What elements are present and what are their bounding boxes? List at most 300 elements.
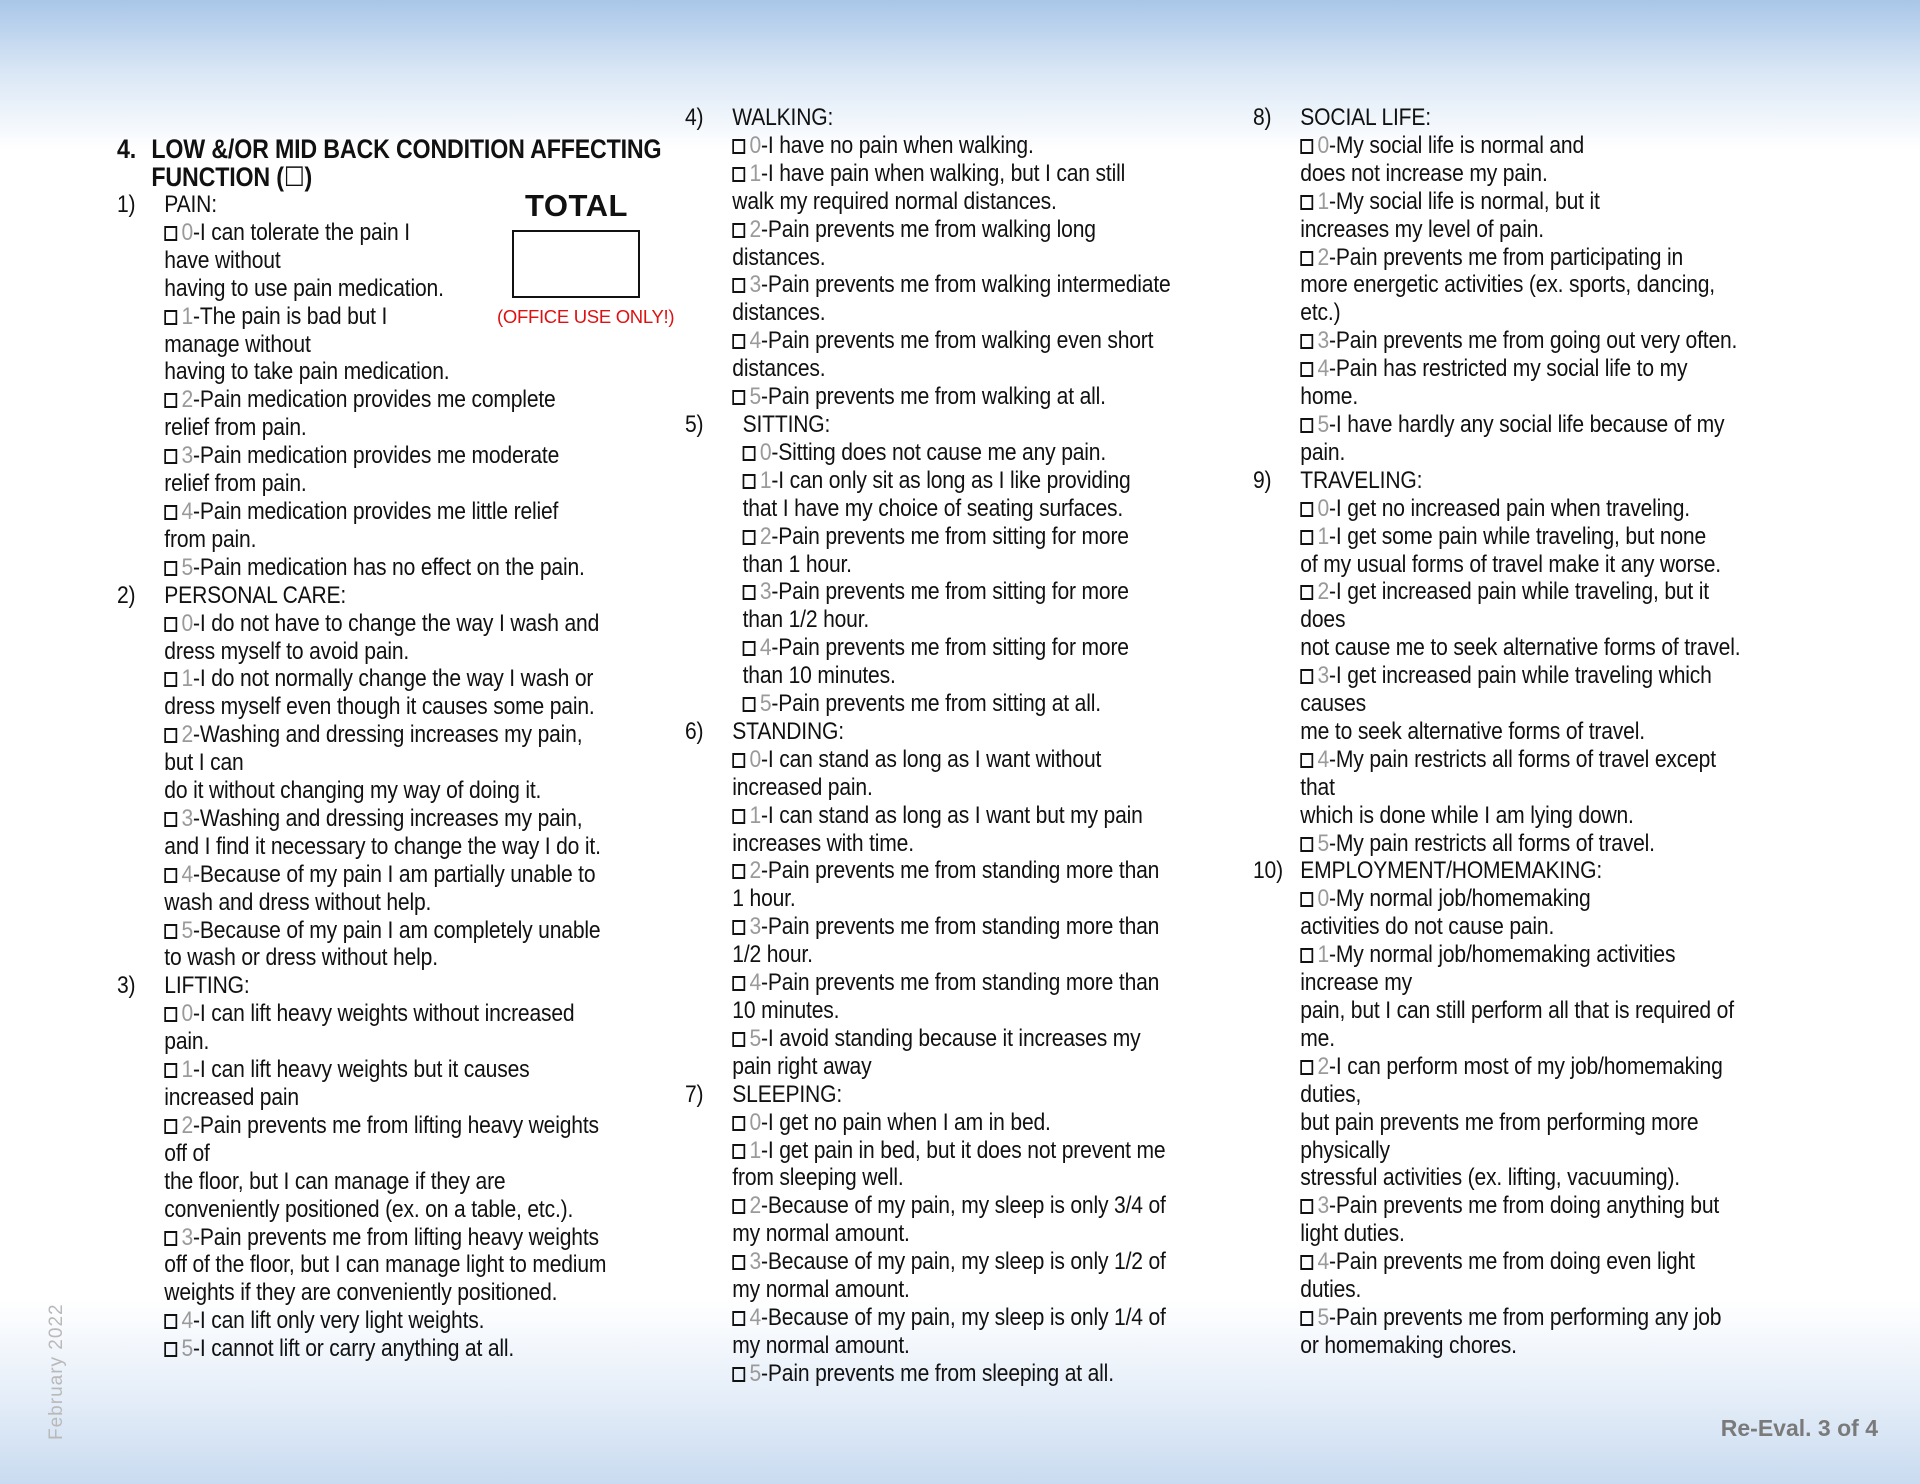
option-checkbox[interactable] [732,809,745,824]
option-checkbox[interactable] [1300,195,1313,210]
option-score: 2 [749,215,762,243]
section-title: PERSONAL CARE: [164,581,347,609]
section-number: 8) [1253,104,1272,131]
option-item [1253,662,1812,690]
section-number: 10) [1253,857,1283,885]
option-item [685,160,1244,188]
option-score: 5 [759,690,772,718]
option-checkbox[interactable] [1300,669,1313,684]
option-score: 1 [749,159,762,187]
option-checkbox[interactable] [732,920,745,935]
option-text: -Pain prevents me from sitting at all. [771,690,1101,718]
option-item [117,498,676,526]
section-number: 6) [685,717,704,745]
option-text-continued: 1 hour. [732,885,796,913]
option-score: 3 [1317,662,1330,690]
option-text-continued: from pain. [164,525,257,553]
option-checkbox[interactable] [164,1007,177,1022]
option-text: -I have pain when walking, but I can still [761,159,1126,187]
option-checkbox[interactable] [1300,837,1313,852]
option-text-continued: light duties. [1300,1220,1405,1248]
option-item [685,1360,1244,1388]
option-checkbox[interactable] [732,1116,745,1131]
option-text: -Pain prevents me from standing more than [761,913,1160,941]
option-score: 4 [759,634,772,662]
option-text-continued: stressful activities (ex. lifting, vacuuming). [1300,1164,1680,1192]
option-text-continued: increases with time. [732,829,914,857]
option-item [685,1192,1244,1220]
option-text-continued: home. [1300,383,1359,411]
option-text-continued: that I have my choice of seating surfaces. [742,494,1124,522]
option-item [117,386,676,414]
option-text: -Pain prevents me from performing any job [1329,1303,1722,1331]
option-item [685,1109,1244,1137]
option-checkbox[interactable] [164,1314,177,1329]
option-checkbox[interactable] [1300,502,1313,517]
option-checkbox[interactable] [743,474,756,489]
section-number: 1) [117,191,136,218]
option-checkbox[interactable] [164,924,177,939]
option-item [117,665,676,693]
option-text: -Sitting does not cause me any pain. [771,438,1107,466]
option-item [685,271,1244,299]
option-item [685,523,1244,551]
option-text-continued: increased pain [164,1084,299,1111]
option-score: 1 [181,1056,194,1084]
option-checkbox[interactable] [164,393,177,408]
option-item [117,721,676,749]
option-text: -Because of my pain, my sleep is only 1/2 of [761,1248,1166,1276]
option-text-continued: increase my [1300,969,1412,997]
sections-col-1 [685,104,1244,1388]
option-score: 1 [1317,941,1330,969]
option-text: -The pain is bad but I [193,302,388,330]
option-checkbox[interactable] [1300,418,1313,433]
option-checkbox[interactable] [732,223,745,238]
section-sitting [685,411,1244,718]
option-text: -Pain prevents me from lifting heavy weights [193,1111,599,1139]
option-text: -I can lift only very light weights. [193,1307,485,1335]
option-checkbox[interactable] [1300,139,1313,154]
option-score: 3 [181,1223,194,1251]
section-heading [1253,104,1812,132]
option-item [685,690,1244,718]
total-label: TOTAL [525,188,628,223]
option-score: 2 [759,522,772,550]
option-score: 4 [749,327,762,355]
option-item [685,634,1244,662]
option-item [117,805,676,833]
option-item [685,383,1244,411]
option-text-continued: duties. [1300,1276,1362,1304]
section-personal-care [117,582,676,973]
option-checkbox[interactable] [732,334,745,349]
option-text: -Pain medication provides me little relief [193,497,559,525]
option-score: 2 [181,1111,194,1139]
option-text-continued: does [1300,606,1346,634]
option-text-continued: manage without [164,330,311,358]
option-item [117,861,676,889]
option-text: -Pain prevents me from sleeping at all. [761,1359,1114,1387]
option-text: -I get some pain while traveling, but none [1329,522,1707,550]
option-text: -I can tolerate the pain I [193,218,410,246]
option-item [1253,885,1812,913]
option-item [1253,411,1812,439]
option-checkbox[interactable] [1300,753,1313,768]
option-checkbox[interactable] [1300,1199,1313,1214]
option-item [1253,1248,1812,1276]
section-heading [1253,467,1812,495]
option-checkbox[interactable] [743,697,756,712]
option-checkbox[interactable] [1300,334,1313,349]
section-title: TRAVELING: [1300,466,1423,494]
option-text: -Pain prevents me from walking intermediate [761,271,1171,299]
section-heading [685,718,1244,746]
option-text: -I get pain in bed, but it does not prevent me [761,1136,1166,1164]
option-checkbox[interactable] [732,1144,745,1159]
option-checkbox[interactable] [1300,1255,1313,1270]
option-text: -I get no pain when I am in bed. [761,1108,1051,1136]
section-number: 5) [685,410,704,438]
option-item [1253,941,1812,969]
section-heading [117,582,676,610]
option-text: -Pain medication provides me moderate [193,442,560,470]
option-text: -I have no pain when walking. [761,131,1034,159]
option-text-continued: than 10 minutes. [742,662,896,690]
option-score: 0 [181,609,194,637]
option-text-continued: physically [1300,1136,1390,1164]
option-checkbox[interactable] [164,505,177,520]
option-text-continued: dress myself to avoid pain. [164,637,410,665]
option-item [685,857,1244,885]
option-text-continued: pain, but I can still perform all that is required of [1300,997,1734,1024]
option-score: 5 [749,383,762,411]
section-traveling [1253,467,1812,858]
section-walking [685,104,1244,411]
option-text: -Washing and dressing increases my pain, [193,804,583,832]
option-text: -Pain prevents me from doing anything but [1329,1192,1720,1220]
option-score: 0 [749,131,762,159]
option-checkbox[interactable] [1300,362,1313,377]
option-text: -Pain prevents me from standing more than [761,969,1160,997]
option-text: -I get no increased pain when traveling. [1329,494,1690,522]
option-text: -I avoid standing because it increases my [761,1024,1141,1052]
option-score: 3 [759,578,772,606]
option-item [1253,1053,1812,1081]
section-standing [685,718,1244,1081]
option-checkbox[interactable] [732,139,745,154]
option-item [685,1248,1244,1276]
option-text-continued: distances. [732,299,826,327]
option-text-continued: dress myself even though it causes some pain. [164,693,595,721]
option-text-continued: pain right away [732,1052,872,1080]
section-heading [117,972,676,1000]
option-text: -Pain medication provides me complete [193,386,556,414]
option-checkbox[interactable] [732,1199,745,1214]
option-text: -I cannot lift or carry anything at all. [193,1335,515,1363]
option-item [117,1224,676,1252]
option-checkbox[interactable] [743,585,756,600]
option-text-continued: increases my level of pain. [1300,215,1544,243]
option-text-continued: conveniently positioned (ex. on a table, etc.). [164,1195,574,1223]
option-text-continued: the floor, but I can manage if they are [164,1167,506,1195]
option-text: -Pain prevents me from participating in [1329,243,1684,271]
option-item [117,442,676,470]
option-item [117,1000,676,1028]
option-checkbox[interactable] [1300,251,1313,266]
option-text-continued: distances. [732,243,826,271]
option-item [117,1112,676,1140]
option-item [1253,1304,1812,1332]
option-checkbox[interactable] [164,1231,177,1246]
option-text: -I can lift heavy weights without increased [193,1000,575,1028]
option-item [117,1307,676,1335]
option-checkbox[interactable] [732,167,745,182]
option-text: -Pain prevents me from lifting heavy weights [193,1223,599,1251]
option-text-continued: relief from pain. [164,414,307,442]
option-item [1253,244,1812,272]
option-score: 2 [749,857,762,885]
option-text-continued: distances. [732,355,826,383]
total-score-box[interactable] [512,230,640,298]
option-checkbox[interactable] [732,976,745,991]
section-employment-homemaking [1253,857,1812,1359]
option-score: 0 [759,438,772,466]
option-text-continued: my normal amount. [732,1276,910,1304]
column-3 [1253,104,1812,1360]
option-score: 0 [181,1000,194,1028]
option-text: -My pain restricts all forms of travel except [1329,745,1716,773]
section-social-life [1253,104,1812,467]
option-text: -Pain prevents me from standing more than [761,857,1160,885]
option-score: 0 [749,745,762,773]
section-title: PAIN: [164,191,217,218]
section-heading [685,104,1244,132]
condition-title-text: LOW &/OR MID BACK CONDITION AFFECTING FUNCTION (☐) [151,134,662,192]
option-text-continued: activities do not cause pain. [1300,913,1555,941]
option-checkbox[interactable] [164,1119,177,1134]
option-text: -Pain prevents me from doing even light [1329,1248,1695,1276]
option-text: -Pain prevents me from sitting for more [771,522,1129,550]
option-item [117,554,676,582]
option-score: 4 [1317,355,1330,383]
section-title: SOCIAL LIFE: [1300,104,1431,131]
option-text: -I can stand as long as I want without [761,745,1102,773]
option-score: 3 [1317,1192,1330,1220]
section-title: STANDING: [732,717,844,745]
option-checkbox[interactable] [164,672,177,687]
option-text-continued: etc.) [1300,299,1341,327]
option-text-continued: 1/2 hour. [732,941,813,969]
option-text-continued: my normal amount. [732,1331,910,1359]
option-item [1253,830,1812,858]
option-text: -I do not have to change the way I wash and [193,609,600,637]
option-checkbox[interactable] [164,868,177,883]
option-score: 5 [1317,1303,1330,1331]
option-text-continued: that [1300,773,1335,801]
option-score: 3 [749,913,762,941]
option-item [685,746,1244,774]
option-checkbox[interactable] [164,561,177,576]
option-score: 4 [749,1303,762,1331]
option-item [685,467,1244,495]
option-score: 5 [1317,829,1330,857]
option-score: 4 [181,860,194,888]
option-checkbox[interactable] [732,390,745,405]
option-score: 4 [749,969,762,997]
option-text-continued: off of the floor, but I can manage light to medium [164,1251,607,1279]
option-checkbox[interactable] [732,1255,745,1270]
option-checkbox[interactable] [743,641,756,656]
option-score: 5 [181,1335,194,1363]
option-text-continued: wash and dress without help. [164,888,432,916]
option-score: 2 [1317,578,1330,606]
section-number: 4) [685,104,704,131]
option-score: 5 [181,553,194,581]
option-text-continued: or homemaking chores. [1300,1331,1517,1359]
option-checkbox[interactable] [743,446,756,461]
option-text-continued: but I can [164,749,244,777]
option-score: 4 [1317,745,1330,773]
option-text-continued: of my usual forms of travel make it any worse. [1300,550,1721,578]
option-score: 1 [1317,522,1330,550]
option-item [685,969,1244,997]
option-checkbox[interactable] [1300,948,1313,963]
option-text-continued: relief from pain. [164,470,307,498]
option-checkbox[interactable] [164,617,177,632]
option-item [685,132,1244,160]
option-text-continued: having to use pain medication. [164,274,444,302]
option-text: -My pain restricts all forms of travel. [1329,829,1655,857]
option-text: -I can lift heavy weights but it causes [193,1056,530,1084]
option-text-continued: but pain prevents me from performing more [1300,1108,1699,1136]
option-checkbox[interactable] [164,310,177,325]
option-text-continued: duties, [1300,1080,1362,1108]
option-checkbox[interactable] [732,278,745,293]
option-text: -My social life is normal, but it [1329,187,1600,215]
option-text: -Pain medication has no effect on the pain. [193,553,585,581]
option-checkbox[interactable] [743,530,756,545]
option-text-continued: not cause me to seek alternative forms of travel. [1300,634,1741,662]
option-item [1253,355,1812,383]
option-item [1253,1192,1812,1220]
option-score: 0 [181,218,194,246]
option-checkbox[interactable] [164,226,177,241]
page-label: Re-Eval. 3 of 4 [1720,1415,1878,1441]
option-checkbox[interactable] [732,1311,745,1326]
option-text-continued: pain. [164,1028,210,1056]
option-item [685,1137,1244,1165]
section-heading [1253,857,1812,885]
option-item [117,917,676,945]
option-checkbox[interactable] [164,449,177,464]
option-checkbox[interactable] [1300,585,1313,600]
option-item [1253,132,1812,160]
option-checkbox[interactable] [1300,1311,1313,1326]
office-use-note: (OFFICE USE ONLY!) [497,306,675,327]
option-score: 0 [1317,494,1330,522]
option-checkbox[interactable] [164,812,177,827]
option-text-continued: to wash or dress without help. [164,944,438,972]
option-text-continued: which is done while I am lying down. [1300,801,1634,829]
option-score: 3 [181,804,194,832]
option-checkbox[interactable] [732,1367,745,1382]
option-item [685,327,1244,355]
option-item [117,1056,676,1084]
section-sleeping [685,1081,1244,1388]
section-number: 3) [117,972,136,1000]
option-score: 0 [1317,131,1330,159]
option-text: -I do not normally change the way I wash or [193,665,594,693]
option-checkbox[interactable] [164,1342,177,1357]
option-score: 5 [749,1359,762,1387]
option-text: -Pain prevents me from sitting for more [771,634,1129,662]
option-score: 2 [1317,243,1330,271]
option-checkbox[interactable] [1300,892,1313,907]
option-score: 2 [181,721,194,749]
option-item [685,913,1244,941]
option-score: 2 [1317,1052,1330,1080]
option-text: -Pain prevents me from walking even short [761,327,1154,355]
option-score: 1 [749,801,762,829]
option-text-continued: from sleeping well. [732,1164,904,1192]
option-text: -I get increased pain while traveling which [1329,662,1712,690]
option-score: 1 [759,466,772,494]
sections-col-2 [1253,104,1812,1360]
option-score: 4 [181,497,194,525]
section-lifting [117,972,676,1363]
option-text-continued: weights if they are conveniently positioned. [164,1279,558,1307]
option-item [1253,578,1812,606]
section-title: EMPLOYMENT/HOMEMAKING: [1300,857,1603,885]
option-text-continued: do it without changing my way of doing it. [164,777,542,805]
option-text-continued: my normal amount. [732,1220,910,1248]
option-item [685,1304,1244,1332]
section-title: SLEEPING: [732,1080,843,1108]
option-text-continued: 10 minutes. [732,997,840,1024]
option-checkbox[interactable] [732,864,745,879]
option-score: 5 [749,1024,762,1052]
option-text: -Because of my pain I am partially unable to [193,860,596,888]
option-text: -Pain prevents me from walking long [761,215,1096,243]
option-text: -Pain prevents me from sitting for more [771,578,1129,606]
option-score: 2 [181,386,194,414]
option-checkbox[interactable] [164,1063,177,1078]
option-text: -I can only sit as long as I like providing [771,466,1131,494]
option-text: -My normal job/homemaking [1329,885,1591,913]
form-date: February 2022 [46,1303,67,1440]
condition-number: 4. [117,134,137,164]
option-checkbox[interactable] [732,753,745,768]
option-item [1253,327,1812,355]
option-checkbox[interactable] [164,728,177,743]
option-text-continued: off of [164,1139,210,1167]
option-checkbox[interactable] [1300,530,1313,545]
option-text: -Pain prevents me from going out very often. [1329,327,1738,355]
section-title: LIFTING: [164,972,250,1000]
option-score: 5 [181,916,194,944]
option-text-continued: than 1 hour. [742,550,852,578]
option-checkbox[interactable] [1300,1060,1313,1075]
option-item [685,1025,1244,1053]
option-text: -Because of my pain I am completely unable [193,916,601,944]
option-item [685,802,1244,830]
option-score: 0 [1317,885,1330,913]
option-checkbox[interactable] [732,1032,745,1047]
option-score: 3 [749,1248,762,1276]
option-text: -Pain prevents me from walking at all. [761,383,1106,411]
option-text-continued: more energetic activities (ex. sports, dancing, [1300,271,1715,299]
